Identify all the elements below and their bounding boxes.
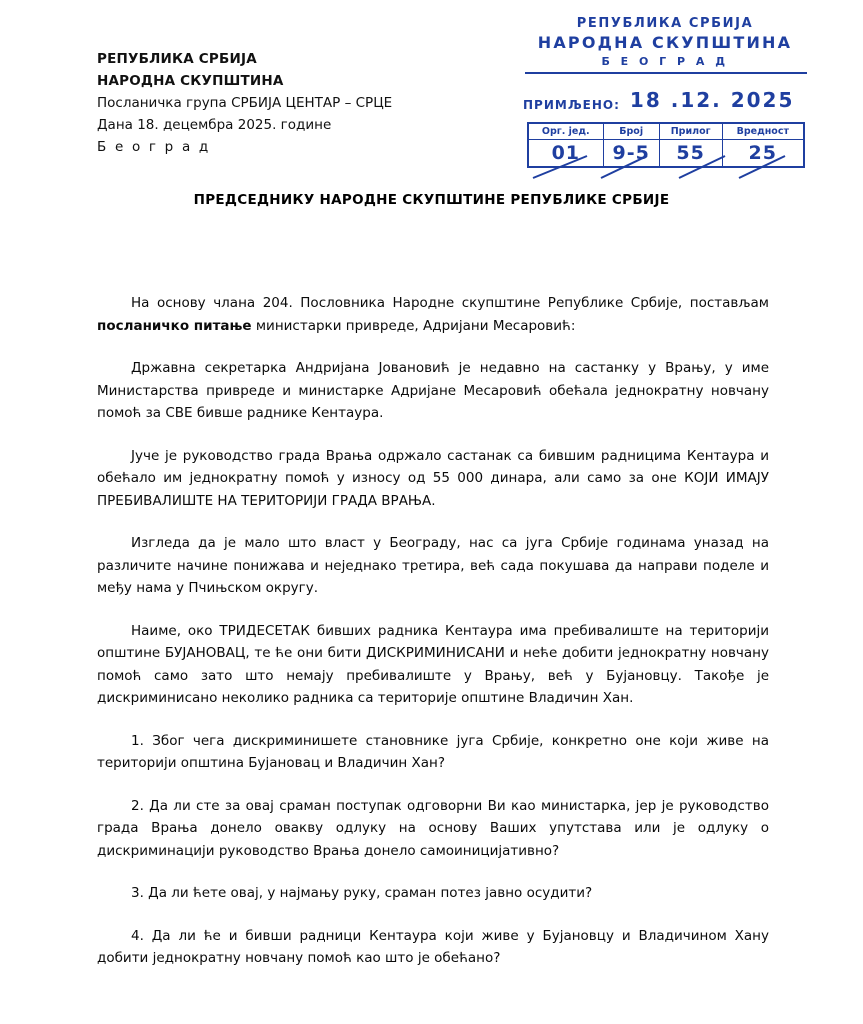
stamp-value-number: 9-5 [603,140,659,168]
letterhead-republic: РЕПУБЛИКА СРБИЈА [97,51,257,67]
stamp-assembly: НАРОДНА СКУПШТИНА [537,33,793,52]
stamp-col-number: Број [603,123,659,140]
paragraph-intro [97,292,769,337]
stamp-table [527,122,805,168]
stamp-received-row [523,88,813,112]
stamp-received-date: 18 .12. 2025 [629,88,795,112]
question-4: 4. Да ли ће и бивши радници Кентаура који живе у Бујановцу и Владичином Хану добити једнократну новчану помоћ као што је обећано? [97,927,769,966]
letterhead-city: Б е о г р а д [97,139,211,155]
addressee-line: ПРЕДСЕДНИКУ НАРОДНЕ СКУПШТИНЕ РЕПУБЛИКЕ СРБИЈЕ [193,192,670,208]
stamp-republic: РЕПУБЛИКА СРБИЈА [576,16,754,31]
paragraph-3: Јуче је руководство града Врања одржало састанак са бившим радницима Кентаура и обећало им једнократну помоћ у износу од 55 000 динара, али само за оне КОЈИ ИМАЈУ ПРЕБИВАЛИШТЕ НА ТЕРИТОРИЈИ ГРАДА ВРАЊА. [97,447,769,509]
stamp-col-attachment: Прилог [659,123,722,140]
intro-part-2: министарки привреде, Адријани Месаровић: [251,317,576,334]
stamp-divider [525,72,807,74]
reception-stamp [515,14,815,164]
stamp-value-value: 25 [722,140,804,168]
stamp-col-value: Вредност [722,123,804,140]
letterhead-assembly: НАРОДНА СКУПШТИНА [97,73,284,89]
intro-bold-question: посланичко питање [97,317,252,334]
paragraph-4: Изгледа да је мало што власт у Београду, нас са југа Србије годинама уназад на различите начине понижава и неједнако третира, већ сада покушава да направи поделе и међу нама у Пчињском округу. [97,535,769,596]
question-1: 1. Због чега дискриминишете становнике југа Србије, конкретно оне који живе на територији општина Бујановац и Владичин Хан? [97,732,769,771]
paragraph-2: Државна секретарка Андријана Јовановић је недавно на састанку у Врању, у име Министарства привреде и министарке Адријане Месаровић обећала једнократну новчану помоћ за СВЕ бивше раднике Кентаура. [97,360,769,421]
stamp-table-header-row [528,123,804,140]
stamp-received-label: ПРИМЉЕНО: [523,98,620,112]
stamp-col-org: Орг. јед. [528,123,603,140]
stamp-table-value-row [528,140,804,168]
document-body [97,292,769,990]
stamp-city: Б Е О Г Р А Д [601,55,729,68]
intro-part-1: На основу члана 204. Пословника Народне скупштине Републике Србије, постављам [131,295,769,311]
stamp-value-org: 01 [528,140,603,168]
stamp-value-attachment: 55 [659,140,722,168]
letterhead-left [97,48,477,158]
letterhead-caucus: Посланичка група СРБИЈА ЦЕНТАР – СРЦЕ [97,95,393,111]
question-3: 3. Да ли ћете овај, у најмању руку, сраман потез јавно осудити? [131,885,593,901]
letterhead-date: Дана 18. децембра 2025. године [97,117,332,133]
question-2: 2. Да ли сте за овај сраман поступак одговорни Ви као министарка, јер је руководство града Врања донело овакву одлуку на основу Ваших упутстава или је одлуку о дискриминацији руководство Врања донело самоиницијативно? [97,797,769,859]
paragraph-5: Наиме, око ТРИДЕСЕТАК бивших радника Кентаура има пребивалиште на територији општине БУЈАНОВАЦ, те ће они бити ДИСКРИМИНИСАНИ и неће добити једнократну новчану помоћ само зато што немају пребивалиште у Врању, већ у Бујановцу. Такође је дискриминисано неколико радника са територије општине Владичин Хан. [97,622,769,706]
